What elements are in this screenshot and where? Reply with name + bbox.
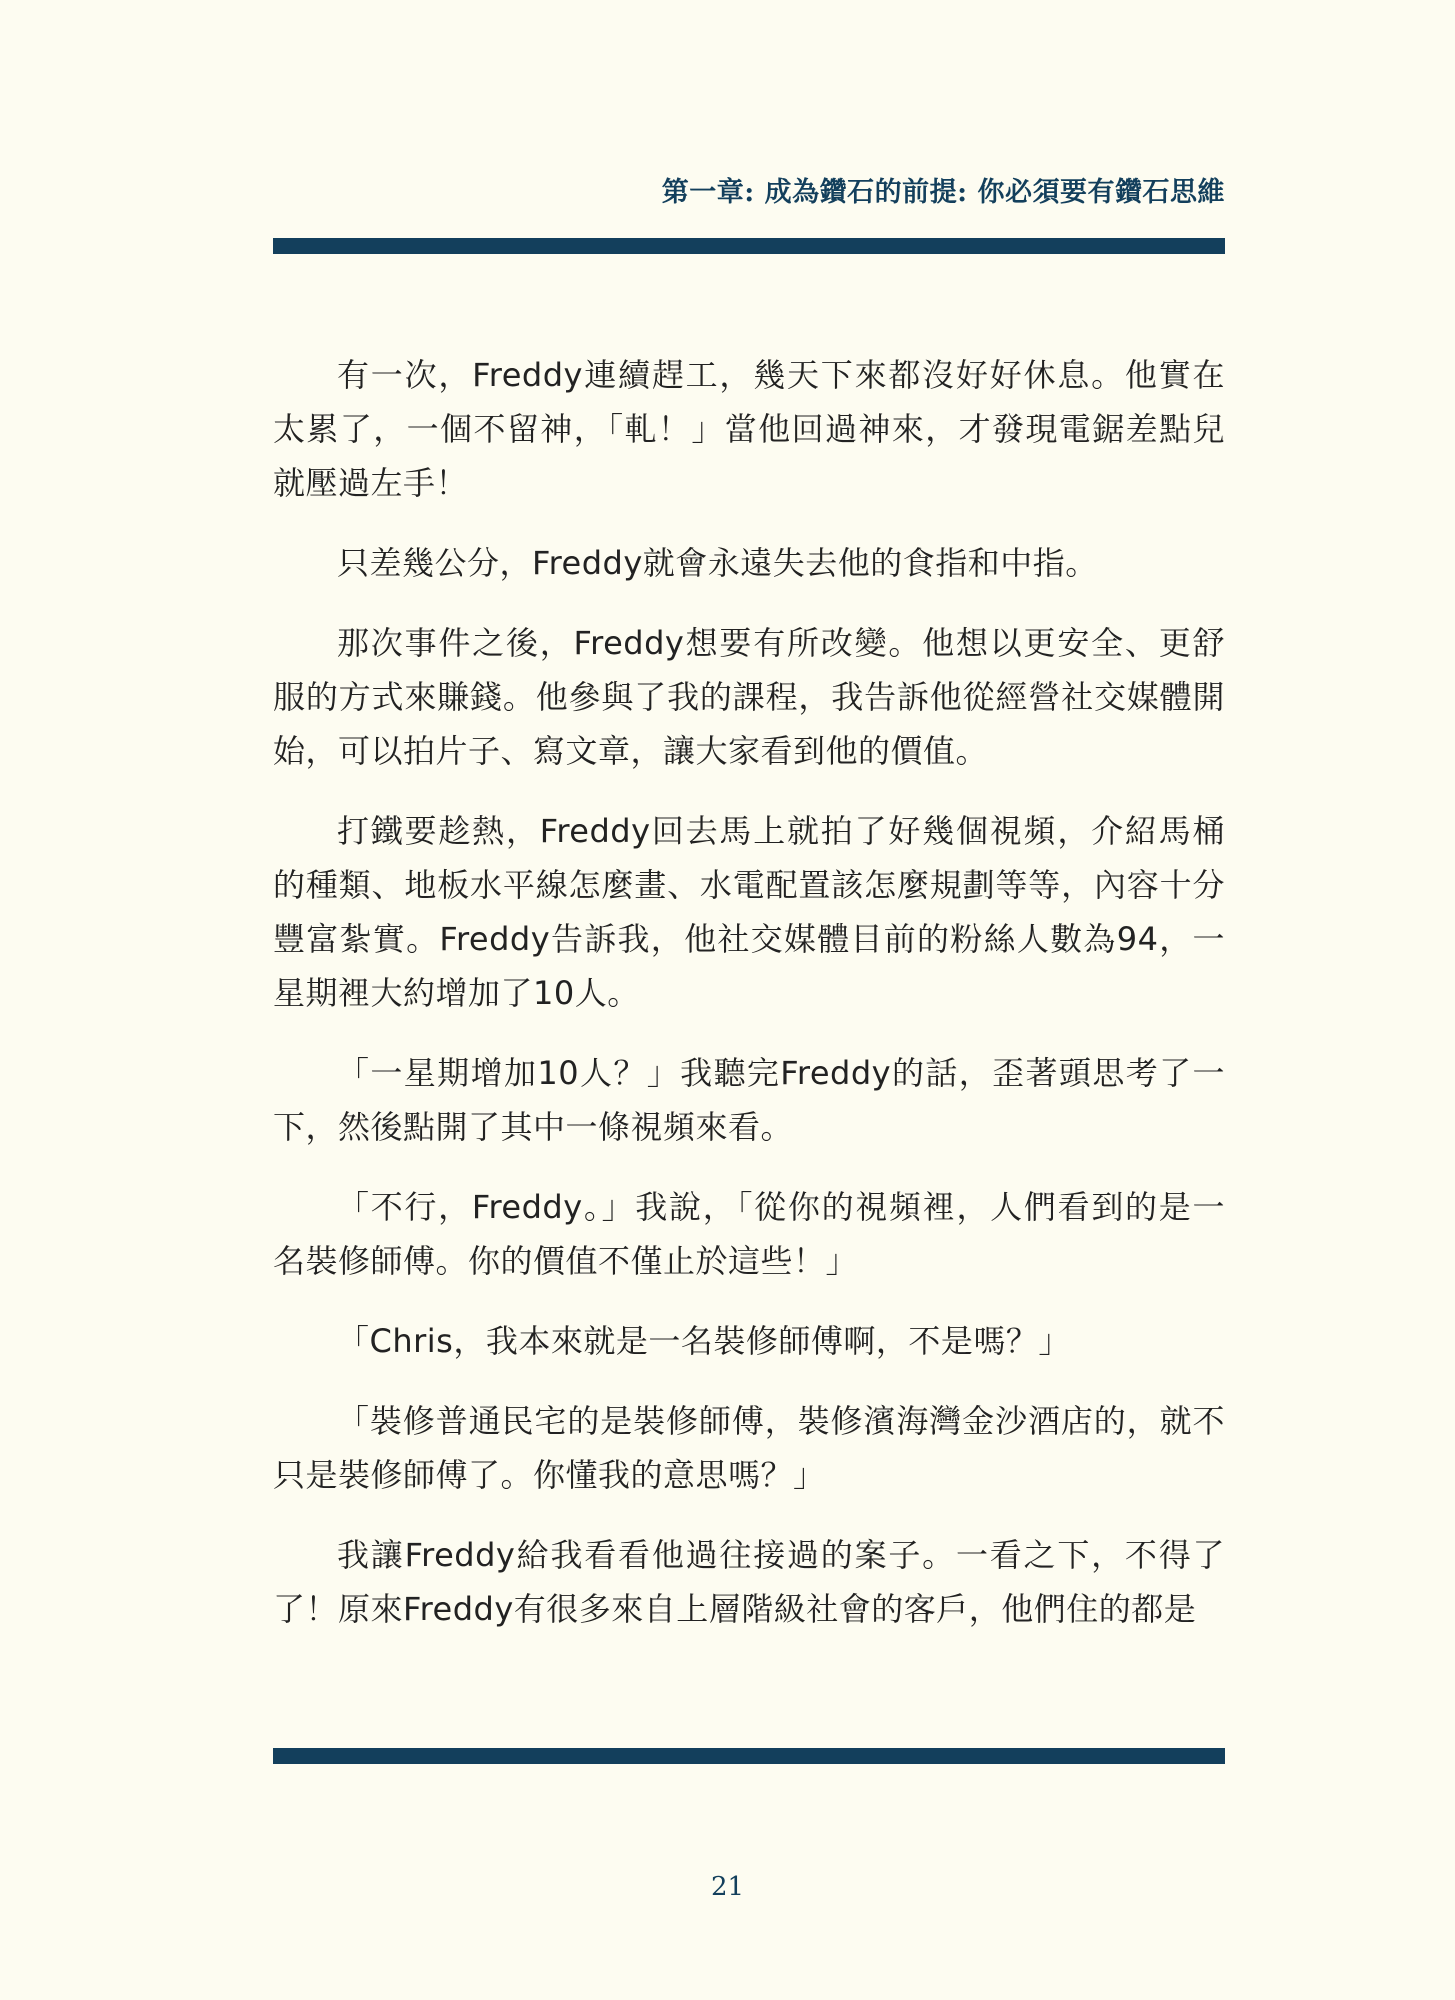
paragraph: 打鐵要趁熱，Freddy回去馬上就拍了好幾個視頻，介紹馬桶的種類、地板水平線怎麼畫、水電配置該怎麼規劃等等，內容十分豐富紮實。Freddy告訴我，他社交媒體目前的粉絲人數為94，一星期裡大約增加了10人。 bbox=[273, 812, 1225, 1012]
paragraph: 「一星期增加10人？」我聽完Freddy的話，歪著頭思考了一下，然後點開了其中一條視頻來看。 bbox=[273, 1054, 1225, 1146]
paragraph: 我讓Freddy給我看看他過往接過的案子。一看之下，不得了了！原來Freddy有很多來自上層階級社會的客戶，他們住的都是 bbox=[273, 1536, 1225, 1628]
footer-rule bbox=[273, 1748, 1225, 1764]
paragraph: 「裝修普通民宅的是裝修師傅，裝修濱海灣金沙酒店的，就不只是裝修師傅了。你懂我的意思嗎？」 bbox=[273, 1402, 1225, 1494]
paragraph: 「不行，Freddy。」我說，「從你的視頻裡，人們看到的是一名裝修師傅。你的價值不僅止於這些！」 bbox=[273, 1188, 1225, 1280]
chapter-header-title: 第一章: 成為鑽石的前提: 你必須要有鑽石思維 bbox=[661, 177, 1225, 208]
paragraph: 「Chris，我本來就是一名裝修師傅啊，不是嗎？」 bbox=[337, 1322, 1071, 1360]
paragraph: 那次事件之後，Freddy想要有所改變。他想以更安全、更舒服的方式來賺錢。他參與了我的課程，我告訴他從經營社交媒體開始，可以拍片子、寫文章，讓大家看到他的價值。 bbox=[273, 624, 1225, 770]
header-rule bbox=[273, 238, 1225, 254]
page-number: 21 bbox=[710, 1872, 745, 1902]
body-text bbox=[273, 348, 1225, 1662]
paragraph: 有一次，Freddy連續趕工，幾天下來都沒好好休息。他實在太累了，一個不留神，「軋！」當他回過神來，才發現電鋸差點兒就壓過左手！ bbox=[273, 356, 1225, 502]
paragraph: 只差幾公分，Freddy就會永遠失去他的食指和中指。 bbox=[337, 544, 1098, 582]
